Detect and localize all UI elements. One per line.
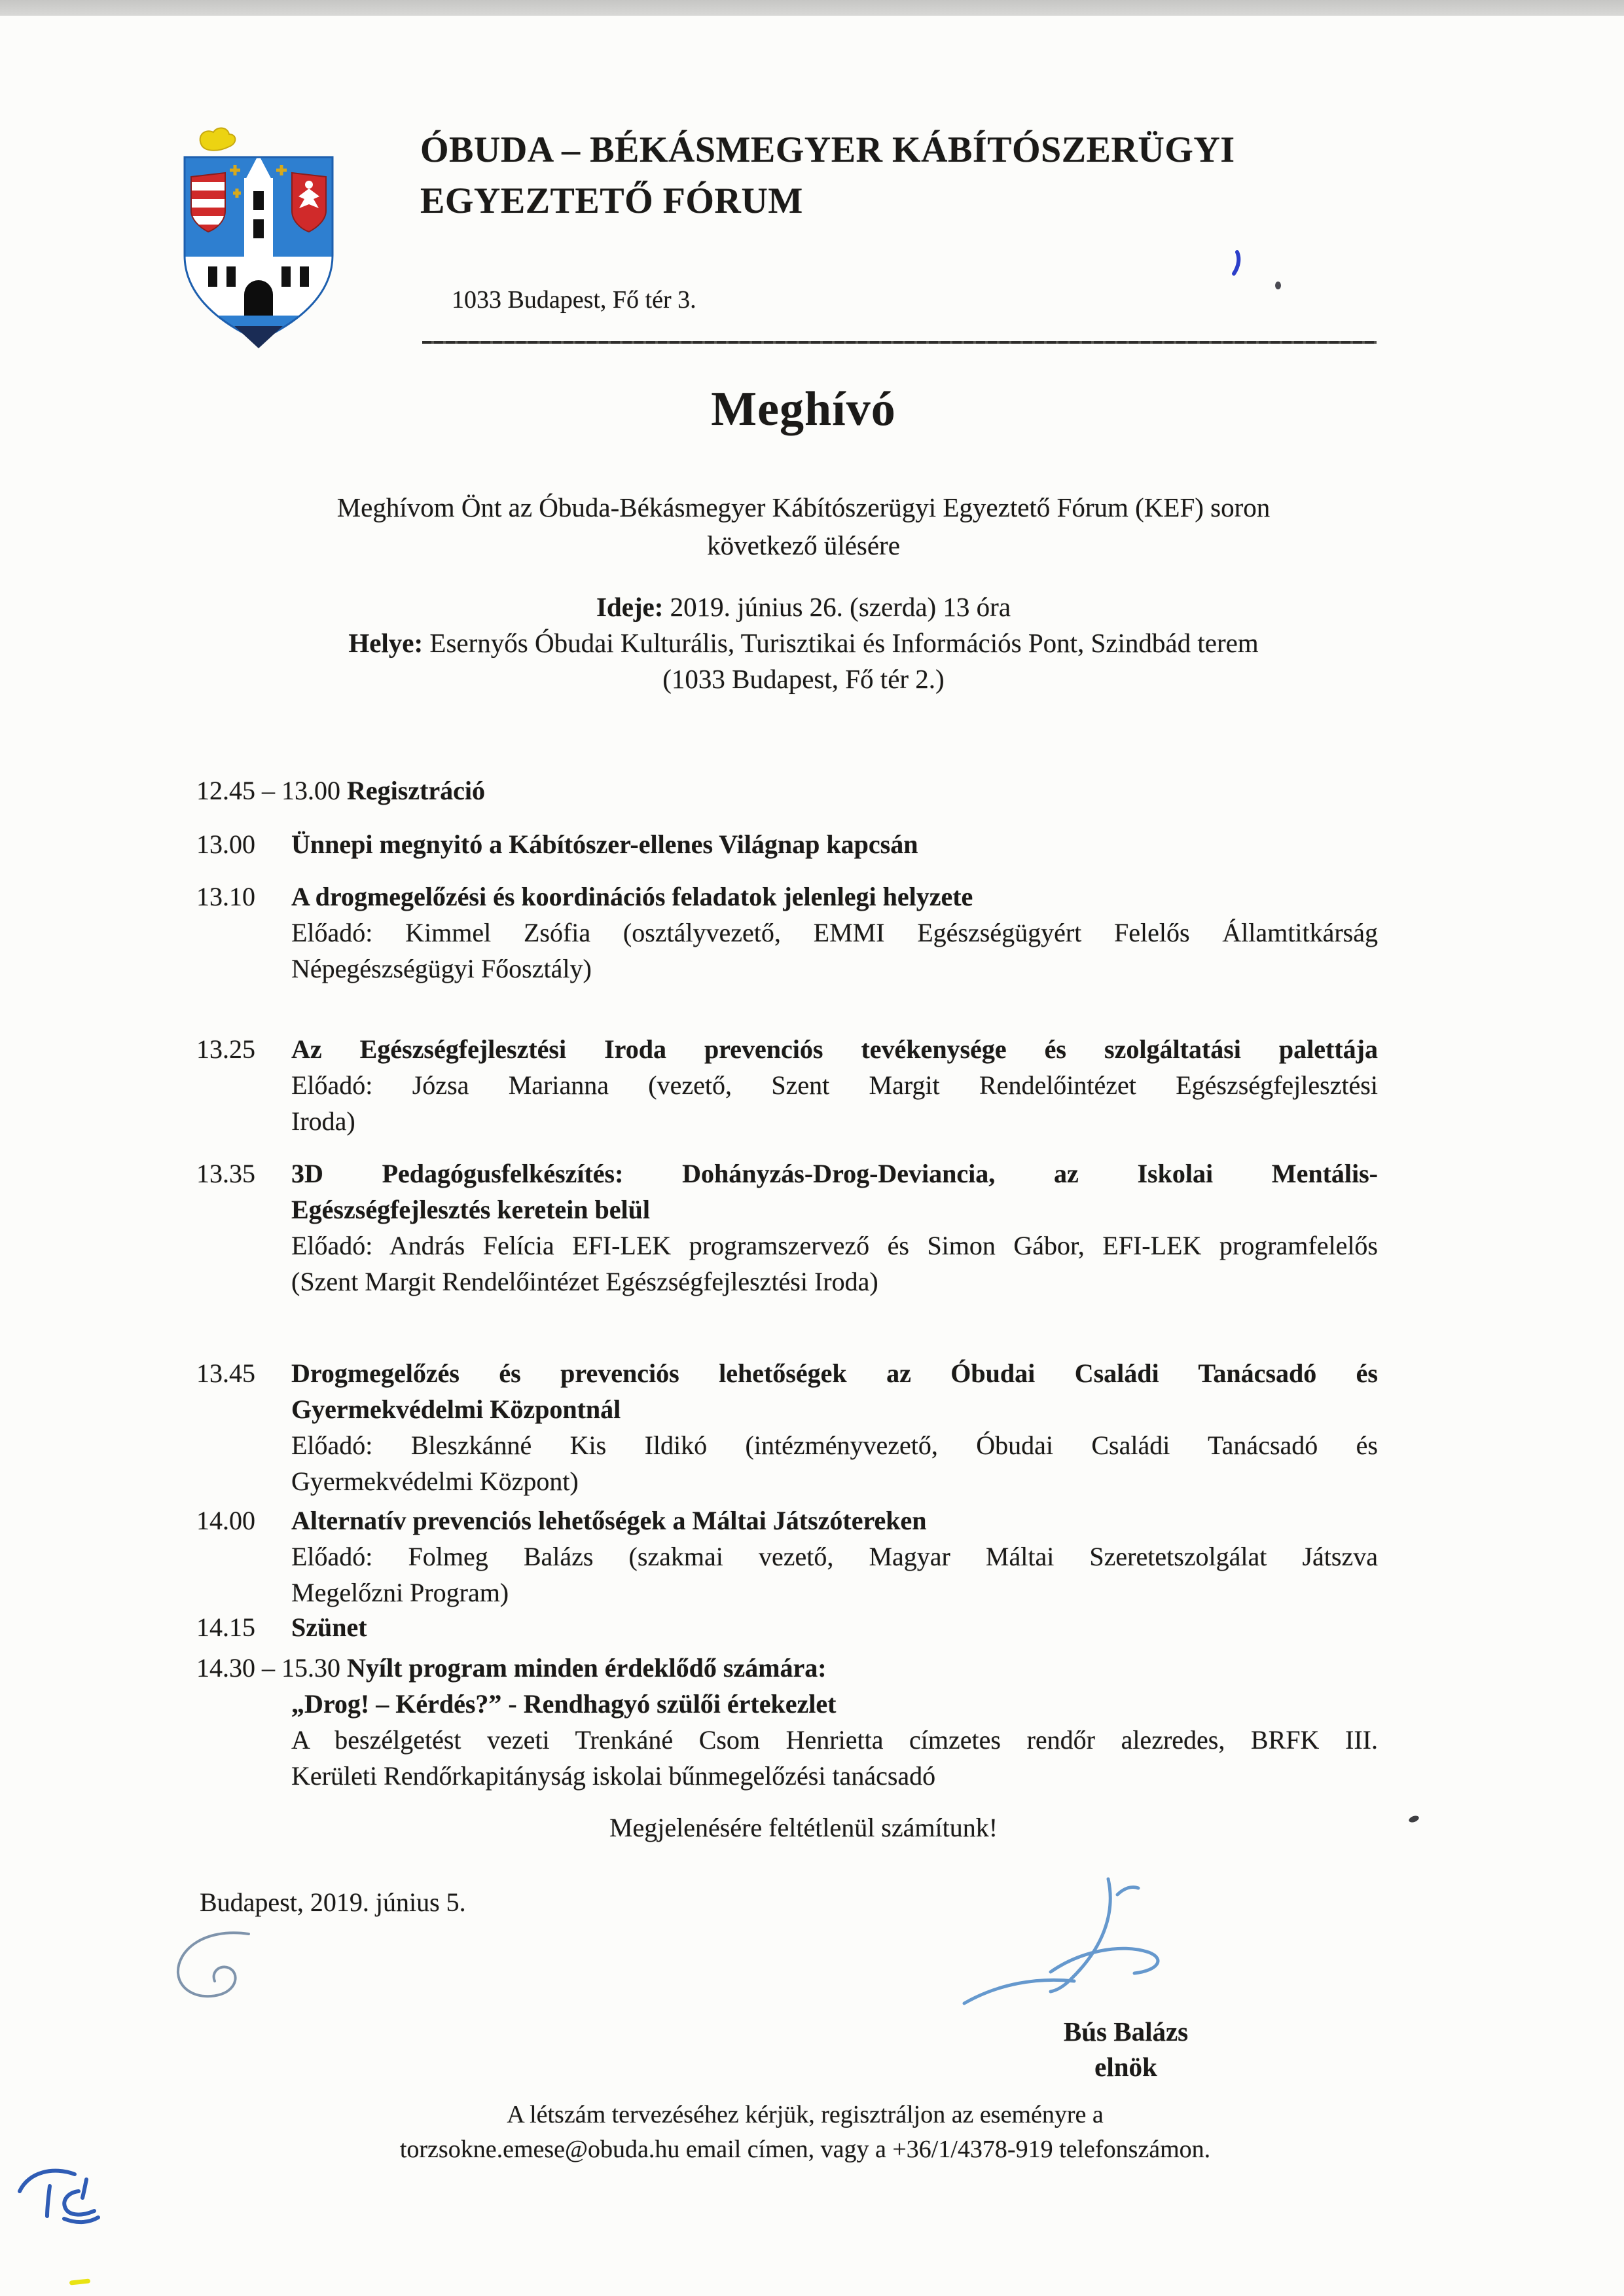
agenda-time: 12.45 – 13.00 <box>196 776 340 805</box>
agenda-speaker: Előadó: Folmeg Balázs (szakmai vezető, Magyar Máltai Szeretetszolgálat Játszva <box>291 1542 1378 1571</box>
agenda-title: Az Egészségfejlesztési Iroda prevenciós tevékenysége és szolgáltatási palettája <box>291 1034 1378 1064</box>
agenda-time: 13.45 <box>196 1358 255 1388</box>
closing-note: Megjelenésére feltétlenül számítunk! <box>609 1813 998 1842</box>
agenda-subtitle: „Drog! – Kérdés?” - Rendhagyó szülői értekezlet <box>291 1689 837 1719</box>
agenda-detail: A beszélgetést vezeti Trenkáné Csom Henrietta címzetes rendőr alezredes, BRFK III. <box>291 1725 1378 1755</box>
when-value: 2019. június 26. (szerda) 13 óra <box>670 592 1011 622</box>
footer-note-line2: torzsokne.emese@obuda.hu email címen, vagy a +36/1/4378-919 telefonszámon. <box>399 2136 1211 2163</box>
agenda-title: Drogmegelőzés és prevenciós lehetőségek az Óbudai Családi Tanácsadó és <box>291 1358 1378 1388</box>
agenda-item <box>196 1355 1378 1499</box>
agenda-speaker: Előadó: Józsa Marianna (vezető, Szent Margit Rendelőintézet Egészségfejlesztési <box>291 1070 1378 1100</box>
date-line: Budapest, 2019. június 5. <box>200 1887 466 1917</box>
intro-paragraph <box>0 488 1607 564</box>
agenda-item <box>196 879 1378 987</box>
agenda-speaker: (Szent Margit Rendelőintézet Egészségfejlesztési Iroda) <box>291 1267 878 1296</box>
agenda-time: 13.25 <box>196 1034 255 1064</box>
agenda-item <box>196 1650 1378 1794</box>
org-name <box>420 124 1415 227</box>
header-divider <box>422 341 1377 344</box>
agenda-time: 13.00 <box>196 829 255 859</box>
scan-speck <box>1275 282 1281 289</box>
agenda-item <box>196 1503 1378 1611</box>
where-value: Esernyős Óbudai Kulturális, Turisztikai és Információs Pont, Szindbád terem <box>429 628 1259 658</box>
agenda-title: Regisztráció <box>347 776 486 805</box>
org-address: 1033 Budapest, Fő tér 3. <box>452 286 696 314</box>
org-name-line2: EGYEZTETŐ FÓRUM <box>420 181 803 221</box>
agenda-item <box>196 1156 1378 1300</box>
page-title: Meghívó <box>711 382 896 436</box>
agenda-speaker: Megelőzni Program) <box>291 1578 509 1607</box>
org-name-line1: ÓBUDA – BÉKÁSMEGYER KÁBÍTÓSZERÜGYI <box>420 130 1235 170</box>
obuda-crest-icon <box>177 126 340 348</box>
agenda-time: 14.00 <box>196 1506 255 1535</box>
intro-line: Meghívom Önt az Óbuda-Békásmegyer Kábítószerügyi Egyeztető Fórum (KEF) soron <box>336 492 1271 522</box>
pen-mark-apostrophe <box>1232 250 1242 280</box>
signer-name: Bús Balázs <box>1063 2016 1189 2047</box>
where-address: (1033 Budapest, Fő tér 2.) <box>662 664 945 694</box>
where-line <box>0 627 1607 659</box>
signature-block <box>1031 2014 1221 2085</box>
intro-line: következő ülésére <box>707 530 900 560</box>
agenda-item <box>196 1031 1378 1139</box>
agenda-time: 13.35 <box>196 1159 255 1188</box>
agenda-item <box>196 1609 1378 1645</box>
agenda-time: 13.10 <box>196 882 255 911</box>
agenda-title: Szünet <box>291 1613 367 1642</box>
agenda-time: 14.15 <box>196 1613 255 1642</box>
when-label: Ideje: <box>596 592 664 622</box>
agenda-item <box>196 773 1378 809</box>
agenda-title: Egészségfejlesztés keretein belül <box>291 1195 650 1224</box>
agenda-title: Gyermekvédelmi Központnál <box>291 1394 621 1424</box>
footer-note-line1: A létszám tervezéséhez kérjük, regisztráljon az eseményre a <box>507 2101 1104 2128</box>
agenda-title: Alternatív prevenciós lehetőségek a Máltai Játszótereken <box>291 1506 927 1535</box>
agenda-item <box>196 826 1378 862</box>
agenda-detail: Kerületi Rendőrkapitányság iskolai bűnmegelőzési tanácsadó <box>291 1761 936 1791</box>
coat-of-arms-logo <box>177 126 340 348</box>
highlighter-speck <box>69 2278 91 2285</box>
pen-scribble-icon <box>171 1926 286 2018</box>
signature-ink-icon <box>952 1872 1195 2033</box>
agenda-speaker: Előadó: Bleszkánné Kis Ildikó (intézményvezető, Óbudai Családi Tanácsadó és <box>291 1430 1378 1460</box>
agenda-title: Nyílt program minden érdeklődő számára: <box>347 1653 827 1683</box>
where-label: Helye: <box>348 628 424 658</box>
signer-title: elnök <box>1094 2052 1157 2082</box>
agenda-title: 3D Pedagógusfelkészítés: Dohányzás-Drog-Deviancia, az Iskolai Mentális- <box>291 1159 1378 1188</box>
agenda-speaker: Gyermekvédelmi Központ) <box>291 1467 579 1496</box>
agenda-speaker: Iroda) <box>291 1106 355 1136</box>
when-line <box>0 591 1607 623</box>
agenda-speaker: Előadó: Kimmel Zsófia (osztályvezető, EMMI Egészségügyért Felelős Államtitkárság <box>291 918 1378 947</box>
handwritten-tcl-mark <box>13 2164 101 2232</box>
agenda-title: Ünnepi megnyitó a Kábítószer-ellenes Világnap kapcsán <box>291 829 918 859</box>
agenda-speaker: Népegészségügyi Főosztály) <box>291 954 592 983</box>
agenda-time: 14.30 – 15.30 <box>196 1653 340 1683</box>
agenda-title: A drogmegelőzési és koordinációs feladatok jelenlegi helyzete <box>291 882 973 911</box>
scan-edge-artifact <box>0 0 1624 16</box>
agenda-speaker: Előadó: András Felícia EFI-LEK programszervező és Simon Gábor, EFI-LEK programfelelős <box>291 1231 1378 1260</box>
